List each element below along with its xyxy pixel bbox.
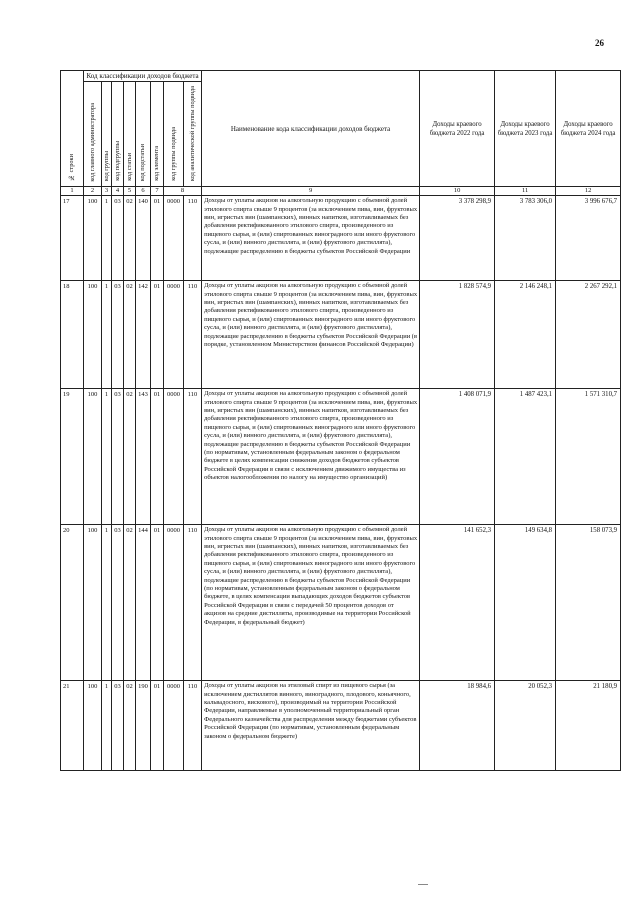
header-admin-code: код главного администратора [84,82,102,187]
analytic-group-code: 110 [184,281,202,389]
table-row [61,196,621,281]
scan-mark [418,884,428,885]
revenue-2024: 21 180,9 [556,681,621,771]
header-subgroup-code: код подгруппы [112,82,124,187]
revenue-2022: 3 378 298,9 [420,196,495,281]
group-code: 1 [102,525,112,681]
analytic-group-code: 110 [184,196,202,281]
column-number: 6 [136,187,151,196]
subgroup-code: 03 [112,525,124,681]
row-number: 17 [61,196,84,281]
table-row [61,525,621,681]
header-rownum: № строки [61,71,84,187]
column-number: 1 [61,187,84,196]
analytic-group-code: 110 [184,525,202,681]
subarticle-code: 140 [136,196,151,281]
row-number: 18 [61,281,84,389]
subgroup-code: 03 [112,196,124,281]
revenue-2022: 18 984,6 [420,681,495,771]
subarticle-code: 143 [136,389,151,525]
subtype-group-code: 0000 [164,681,184,771]
row-number: 19 [61,389,84,525]
element-code: 01 [151,281,164,389]
group-code: 1 [102,196,112,281]
page-number: 26 [595,38,604,48]
table-row [61,681,621,771]
subgroup-code: 03 [112,281,124,389]
column-number: 8 [164,187,202,196]
header-2023: Доходы краевого бюджета 2023 года [495,71,556,187]
revenue-2023: 2 146 248,1 [495,281,556,389]
revenue-2023: 1 487 423,1 [495,389,556,525]
column-number: 5 [124,187,136,196]
admin-code: 100 [84,281,102,389]
column-number: 12 [556,187,621,196]
table-row [61,389,621,525]
article-code: 02 [124,389,136,525]
article-code: 02 [124,681,136,771]
header-article-code: код статьи [124,82,136,187]
subtype-group-code: 0000 [164,196,184,281]
subarticle-code: 190 [136,681,151,771]
column-number: 11 [495,187,556,196]
subtype-group-code: 0000 [164,281,184,389]
header-group-code: код группы [102,82,112,187]
revenue-name: Доходы от уплаты акцизов на алкогольную продукцию с объемной долей этилового спирта свыше 9 процентов (за исключением пива, вин, фруктовых вин, игристых вин (шампанских), винных напитков, изготавливаемых без добавления ректификованного этилового спирта, произведенного из пищевого сырья, и (или) спиртованных виноградного или иного фруктового сусла, и (или) винного дистиллята, и (или) фруктового дистиллята), подлежащие распределению в бюджеты субъектов Российской Федерации (в порядке, установленном Министерством финансов Российской Федерации) [202,281,420,389]
row-number: 20 [61,525,84,681]
revenue-table [60,70,621,771]
article-code: 02 [124,196,136,281]
analytic-group-code: 110 [184,681,202,771]
column-number: 4 [112,187,124,196]
column-number: 9 [202,187,420,196]
revenue-2023: 149 634,8 [495,525,556,681]
admin-code: 100 [84,525,102,681]
group-code: 1 [102,681,112,771]
element-code: 01 [151,525,164,681]
revenue-2023: 20 052,3 [495,681,556,771]
row-number: 21 [61,681,84,771]
table-row [61,281,621,389]
header-name: Наименование кода классификации доходов бюджета [202,71,420,187]
revenue-name: Доходы от уплаты акцизов на алкогольную продукцию с объемной долей этилового спирта свыше 9 процентов (за исключением пива, вин, фруктовых вин, игристых вин (шампанских), винных напитков, изготавливаемых без добавления ректификованного этилового спирта, произведенного из пищевого сырья, и (или) спиртованных виноградного или иного фруктового сусла, и (или) винного дистиллята, и (или) фруктового дистиллята), подлежащие распределению в бюджеты субъектов Российской Федерации (по нормативам, установленным федеральным законом о федеральном бюджете в целях компенсации снижения доходов бюджетов субъектов Российской Федерации в связи с исключением движимого имущества из объектов налогообложения по налогу на имущество организаций) [202,389,420,525]
revenue-2022: 1 408 071,9 [420,389,495,525]
revenue-2024: 1 571 310,7 [556,389,621,525]
column-number-row [61,187,621,196]
header-2022: Доходы краевого бюджета 2022 года [420,71,495,187]
revenue-2022: 141 652,3 [420,525,495,681]
article-code: 02 [124,281,136,389]
subgroup-code: 03 [112,681,124,771]
column-number: 10 [420,187,495,196]
revenue-name: Доходы от уплаты акцизов на алкогольную продукцию с объемной долей этилового спирта свыше 9 процентов (за исключением пива, вин, фруктовых вин, игристых вин (шампанских), винных напитков, изготавливаемых без добавления ректификованного этилового спирта, произведенного из пищевого сырья, и (или) спиртованных виноградного или иного фруктового сусла, и (или) винного дистиллята, и (или) фруктового дистиллята), подлежащие распределению в бюджеты субъектов Российской Федерации (по нормативам, установленным федеральным законом о федеральном бюджете, в целях компенсации выпадающих доходов бюджетов субъектов Российской Федерации в связи с передачей 50 процентов доходов от акцизов на средние дистилляты, производимые на территории Российской Федерации, в федеральный бюджет) [202,525,420,681]
admin-code: 100 [84,196,102,281]
article-code: 02 [124,525,136,681]
header-classification-group: Код классификации доходов бюджета [84,71,202,82]
element-code: 01 [151,196,164,281]
revenue-2022: 1 828 574,9 [420,281,495,389]
subtype-group-code: 0000 [164,389,184,525]
element-code: 01 [151,681,164,771]
revenue-2023: 3 783 306,0 [495,196,556,281]
subarticle-code: 144 [136,525,151,681]
column-number: 7 [151,187,164,196]
revenue-name: Доходы от уплаты акцизов на этиловый спирт из пищевого сырья (за исключением дистиллятов винного, виноградного, плодового, коньячного, кальвадосного, вискового), производимый на территории Российской Федерации, направляемые в уполномоченный территориальный орган Федерального казначейства для распределения между бюджетами субъектов Российской Федерации (по нормативам, установленным федеральным законом о федеральном бюджете) [202,681,420,771]
header-subtype-group-code: код группы подвида [164,82,184,187]
group-code: 1 [102,389,112,525]
header-element-code: код элемента [151,82,164,187]
admin-code: 100 [84,681,102,771]
group-code: 1 [102,281,112,389]
element-code: 01 [151,389,164,525]
revenue-name: Доходы от уплаты акцизов на алкогольную продукцию с объемной долей этилового спирта свыше 9 процентов (за исключением пива, вин, фруктовых вин, игристых вин (шампанских), винных напитков, изготавливаемых без добавления ректификованного этилового спирта, произведенного из пищевого сырья, и (или) спиртованных виноградного или иного фруктового сусла, и (или) винного дистиллята, и (или) фруктового дистиллята), подлежащие распределению в бюджеты субъектов Российской Федерации [202,196,420,281]
revenue-2024: 158 073,9 [556,525,621,681]
analytic-group-code: 110 [184,389,202,525]
column-number: 2 [84,187,102,196]
header-2024: Доходы краевого бюджета 2024 года [556,71,621,187]
subgroup-code: 03 [112,389,124,525]
admin-code: 100 [84,389,102,525]
revenue-2024: 2 267 292,1 [556,281,621,389]
subarticle-code: 142 [136,281,151,389]
column-number: 3 [102,187,112,196]
revenue-2024: 3 996 676,7 [556,196,621,281]
header-subarticle-code: код подстатьи [136,82,151,187]
header-analytic-group-code: код аналитической группы подвида [184,82,202,187]
subtype-group-code: 0000 [164,525,184,681]
